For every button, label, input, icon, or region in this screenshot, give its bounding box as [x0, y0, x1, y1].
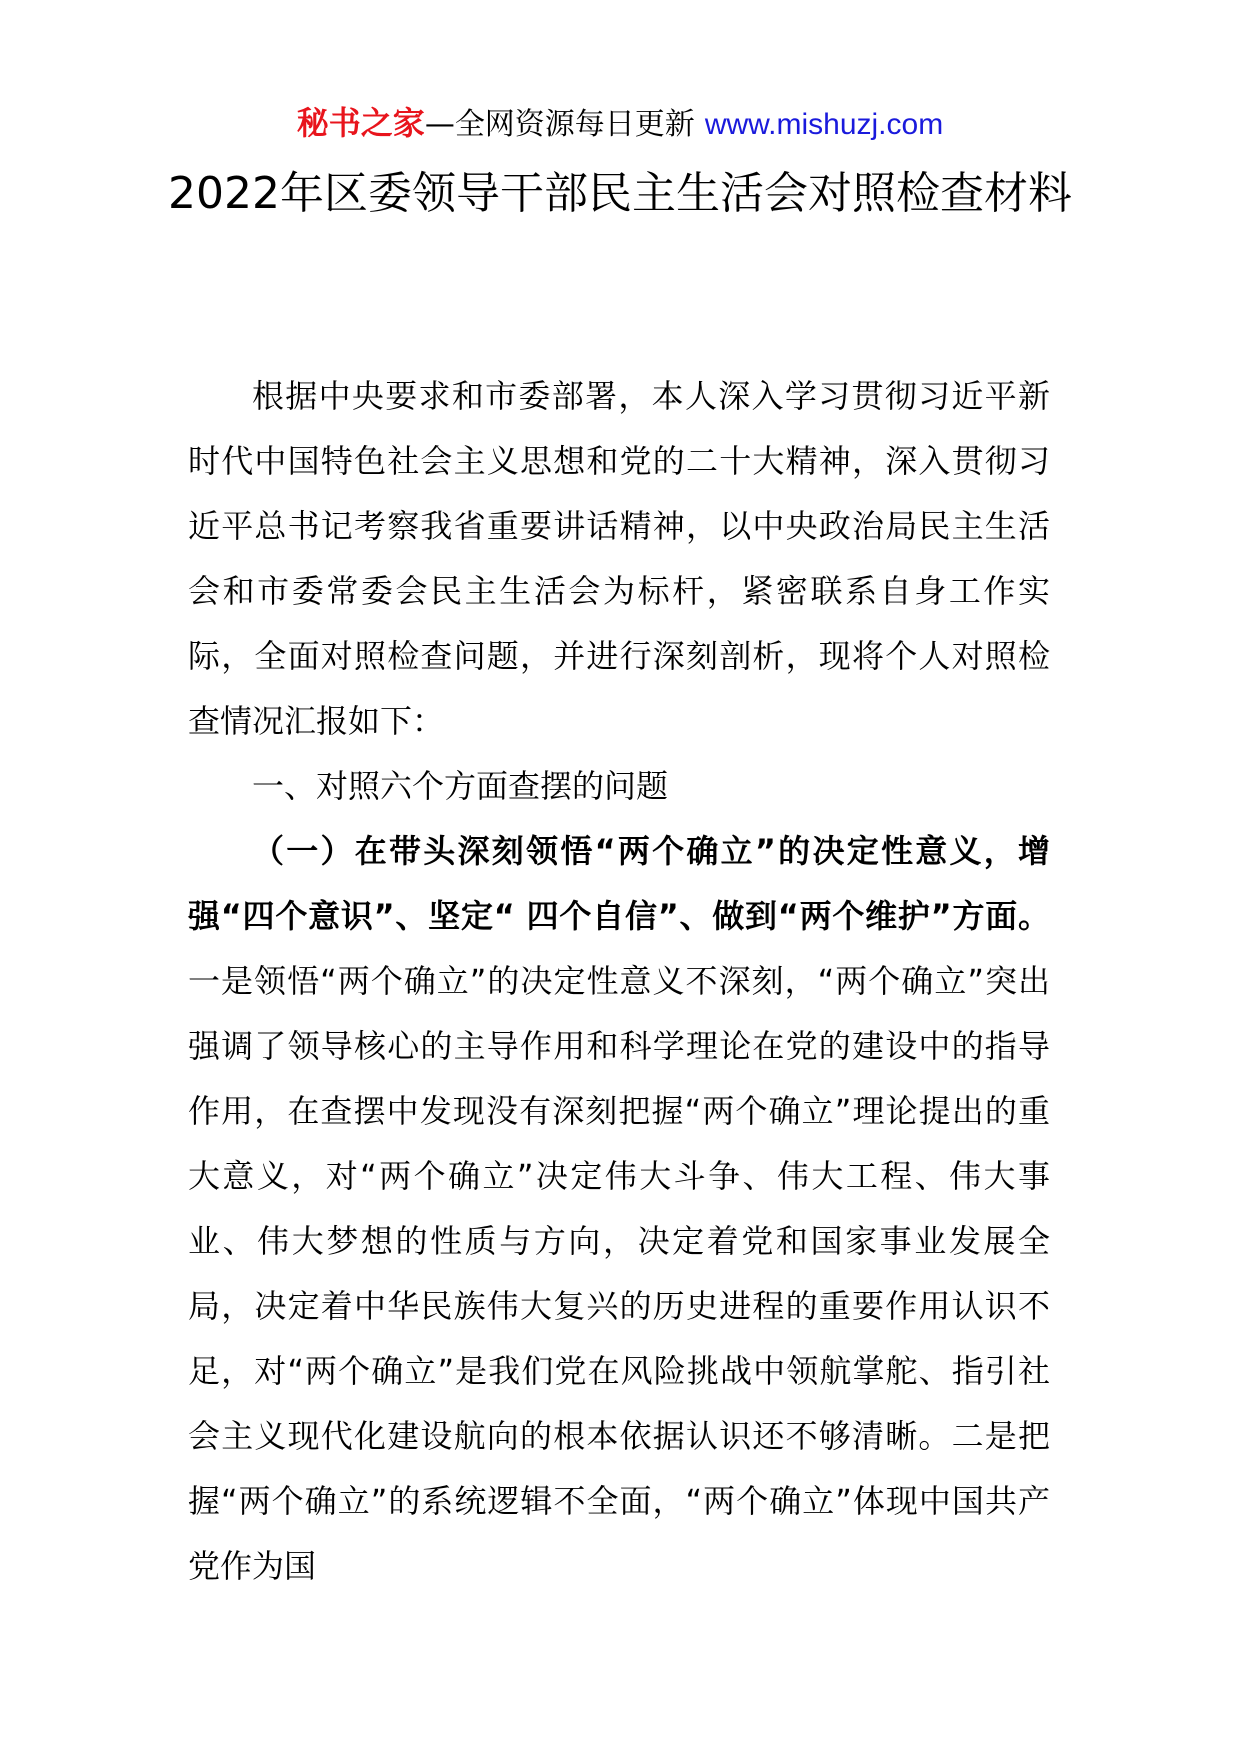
- intro-paragraph: 根据中央要求和市委部署，本人深入学习贯彻习近平新时代中国特色社会主义思想和党的二十大精神，深入贯彻习近平总书记考察我省重要讲话精神，以中央政治局民主生活会和市委常委会民主生活会为标杆，紧密联系自身工作实际，全面对照检查问题，并进行深刻剖析，现将个人对照检查情况汇报如下：: [188, 377, 1050, 740]
- subsection-paragraph-1: [188, 819, 1050, 1599]
- site-url-link[interactable]: www.mishuzj.com: [704, 108, 944, 141]
- subsection-text-1: 一是领悟“两个确立”的决定性意义不深刻，“两个确立”突出强调了领导核心的主导作用和科学理论在党的建设中的指导作用，在查摆中发现没有深刻把握“两个确立”理论提出的重大意义，对“两个确立”决定伟大斗争、伟大工程、伟大事业、伟大梦想的性质与方向，决定着党和国家事业发展全局，决定着中华民族伟大复兴的历史进程的重要作用认识不足，对“两个确立”是我们党在风险挑战中领航掌舵、指引社会主义现代化建设航向的根本依据认识还不够清晰。二是把握“两个确立”的系统逻辑不全面，“两个确立”体现中国共产党作为国: [188, 962, 1050, 1585]
- document-title: 2022年区委领导干部民主生活会对照检查材料: [168, 168, 1072, 219]
- document-body: [188, 364, 1050, 1599]
- watermark-header: [0, 100, 1240, 148]
- section-heading-1: 一、对照六个方面查摆的问题: [252, 767, 669, 805]
- subsection-heading-1: （一）在带头深刻领悟“两个确立”的决定性意义，增强“四个意识”、坚定“ 四个自信”、做到“两个维护”方面。: [188, 832, 1050, 935]
- brand-name: 秘书之家: [296, 104, 425, 142]
- brand-slogan: —全网资源每日更新: [424, 107, 695, 142]
